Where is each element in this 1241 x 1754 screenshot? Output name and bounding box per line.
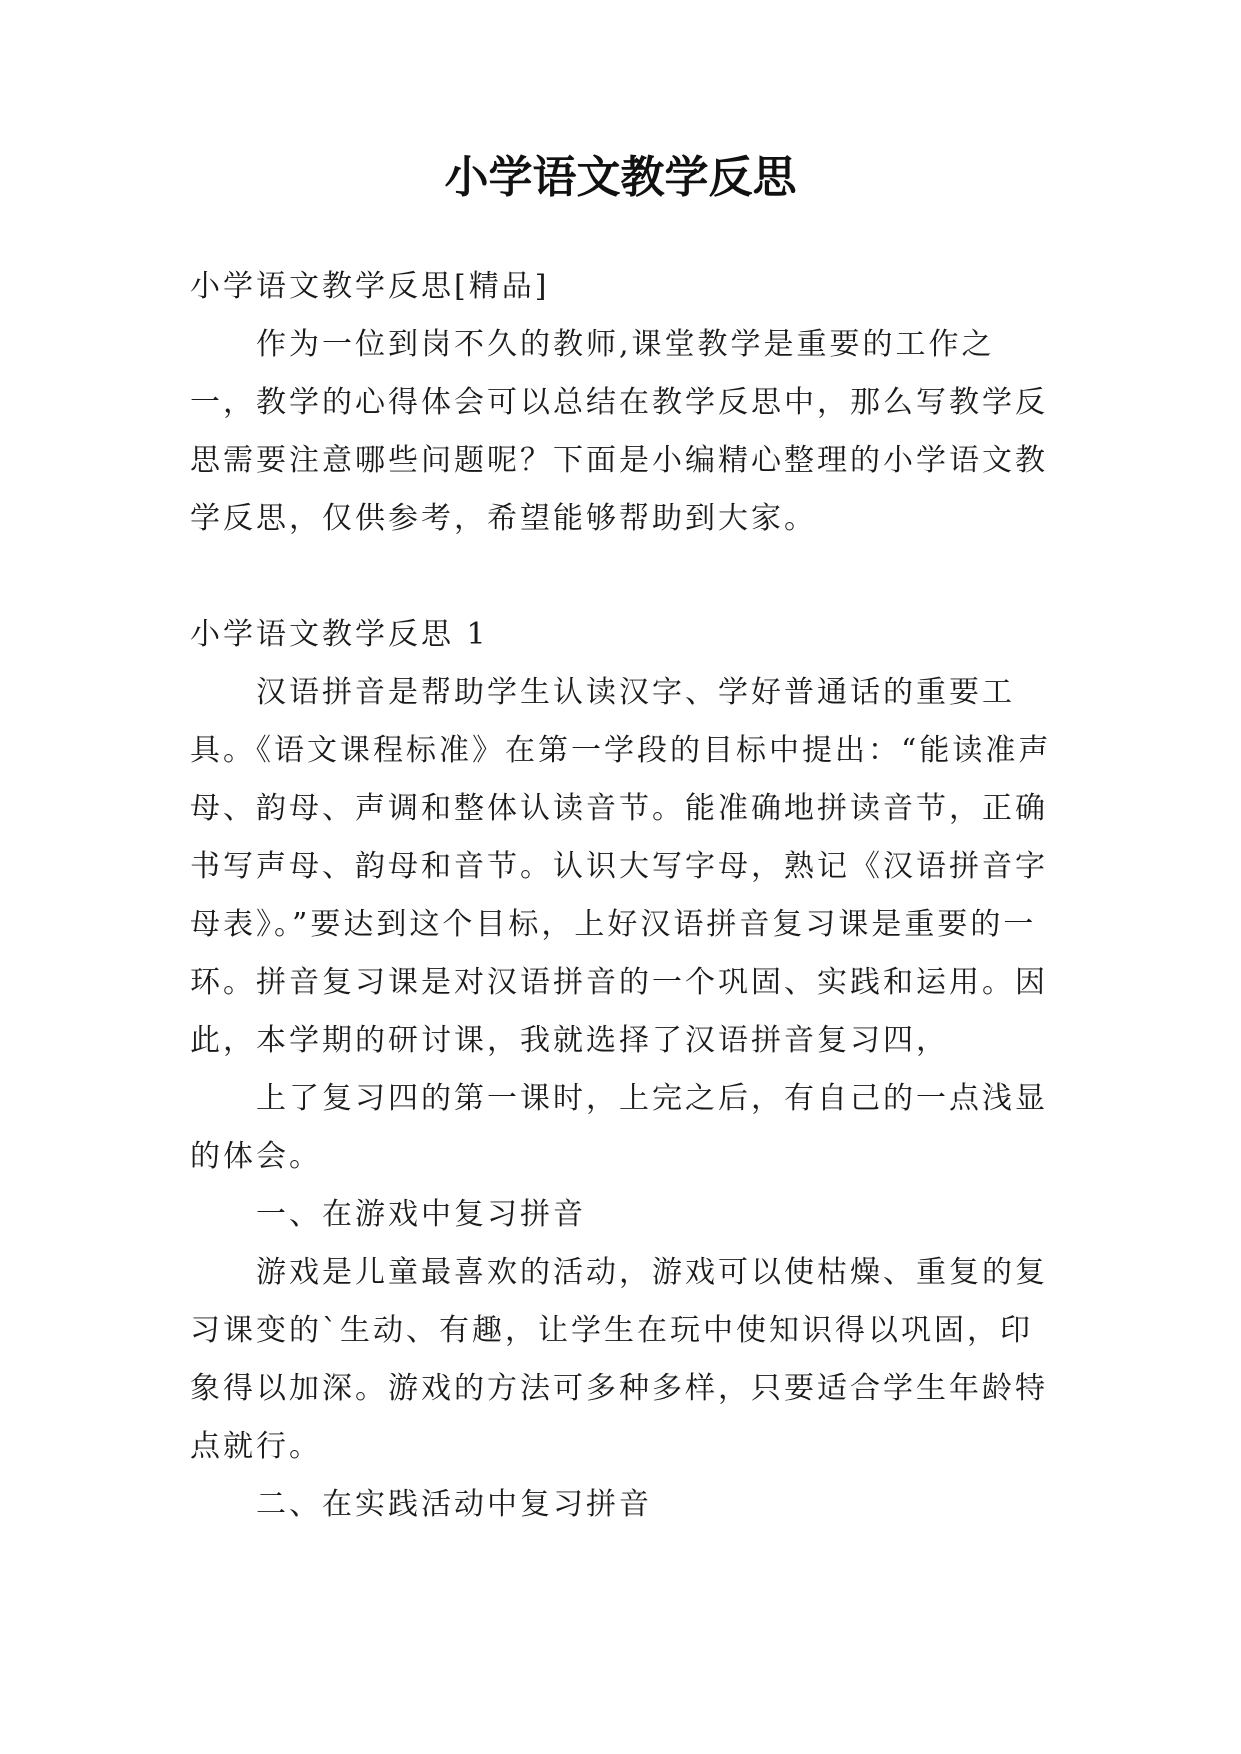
intro-paragraph: 作为一位到岗不久的教师,课堂教学是重要的工作之一，教学的心得体会可以总结在教学反思中，那么写教学反思需要注意哪些问题呢？下面是小编精心整理的小学语文教学反思，仅供参考，希望能够帮助到大家。 bbox=[190, 327, 1048, 536]
document-title: 小学语文教学反思 bbox=[444, 152, 797, 203]
section-paragraph: 上了复习四的第一课时，上完之后，有自己的一点浅显的体会。 bbox=[190, 1081, 1048, 1174]
point-paragraph: 游戏是儿童最喜欢的活动，游戏可以使枯燥、重复的复习课变的`生动、有趣，让学生在玩中使知识得以巩固，印象得以加深。游戏的方法可多种多样，只要适合学生年龄特点就行。 bbox=[190, 1255, 1048, 1464]
point-heading: 一、在游戏中复习拼音 bbox=[256, 1197, 586, 1232]
document-body bbox=[190, 258, 1060, 1534]
section-paragraph: 汉语拼音是帮助学生认读汉字、学好普通话的重要工具。《语文课程标准》在第一学段的目标中提出：“能读准声母、韵母、声调和整体认读音节。能准确地拼读音节，正确书写声母、韵母和音节。认识大写字母，熟记《汉语拼音字母表》。”要达到这个目标，上好汉语拼音复习课是重要的一环。拼音复习课是对汉语拼音的一个巩固、实践和运用。因此，本学期的研讨课，我就选择了汉语拼音复习四， bbox=[190, 675, 1052, 1058]
section-heading: 小学语文教学反思 1 bbox=[190, 617, 489, 652]
document-subtitle: 小学语文教学反思[精品] bbox=[190, 269, 550, 304]
point-heading: 二、在实践活动中复习拼音 bbox=[256, 1487, 652, 1522]
section-spacer bbox=[190, 548, 1060, 606]
